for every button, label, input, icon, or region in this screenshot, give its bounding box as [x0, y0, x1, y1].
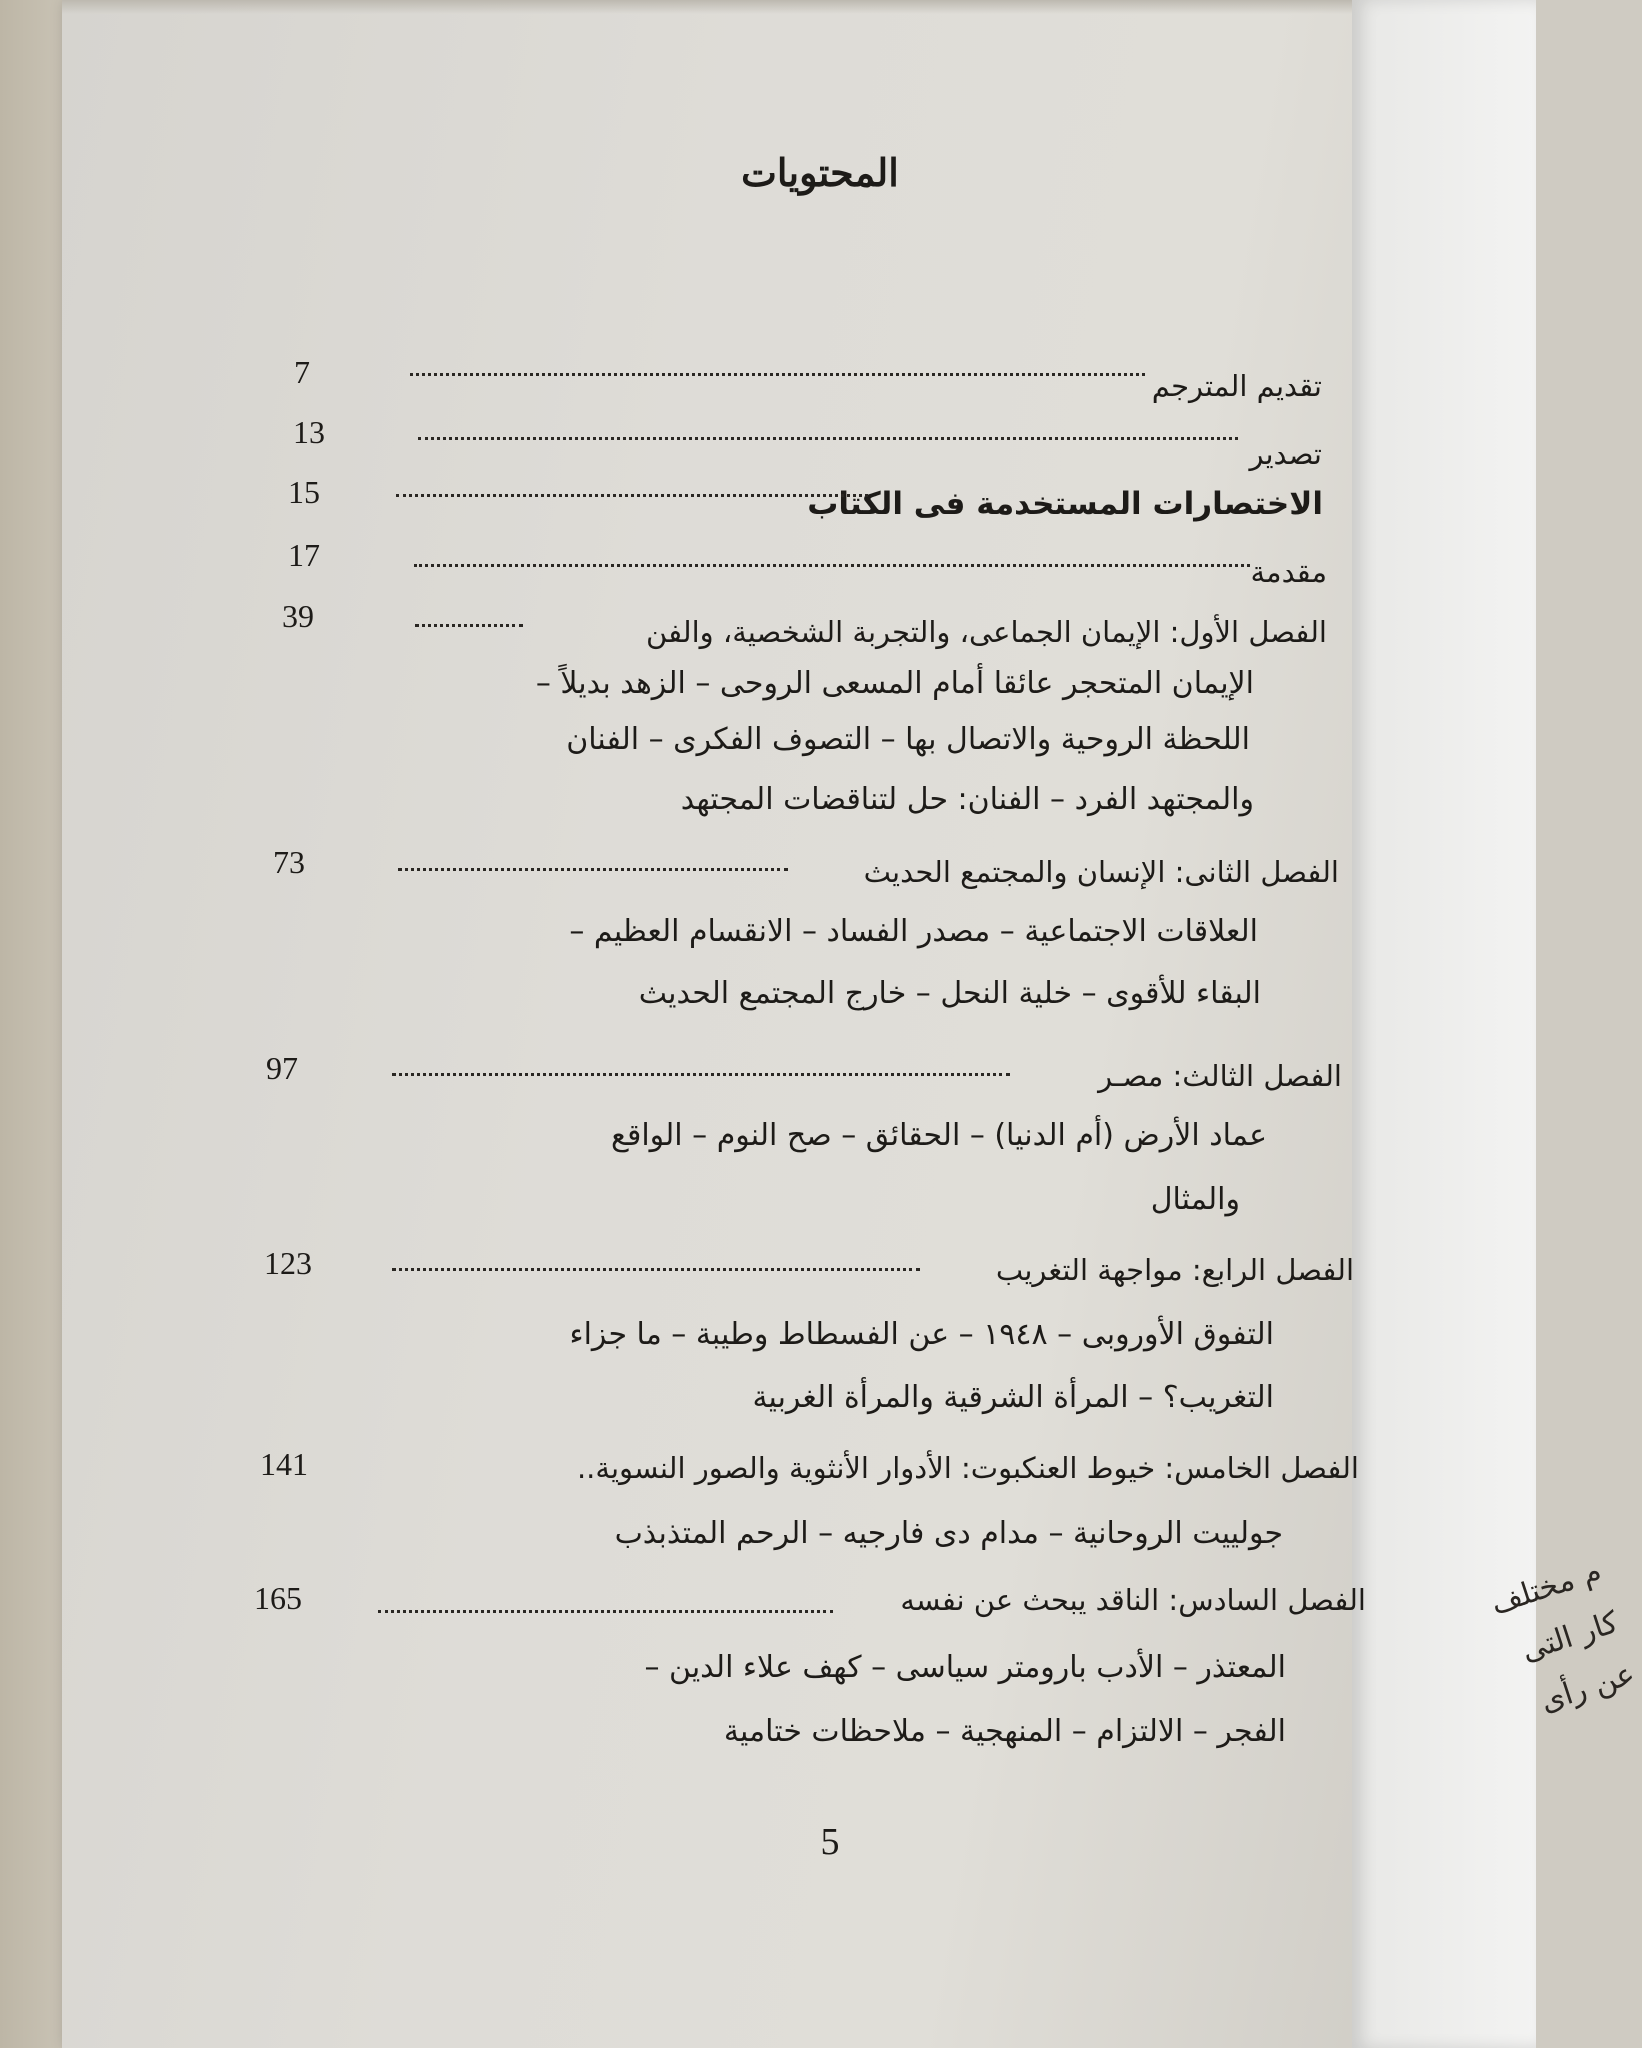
- toc-entry-title: الاختصارات المستخدمة فى الكتاب: [807, 486, 1323, 522]
- toc-page-number: 15: [288, 474, 320, 510]
- dot-leader: [396, 494, 868, 497]
- dot-leader: [410, 373, 1145, 376]
- toc-page-number: 17: [288, 537, 320, 573]
- toc-entry-subtopics: الفجر – الالتزام – المنهجية – ملاحظات ختامية: [723, 1714, 1286, 1749]
- toc-entry-subtopics: جولييت الروحانية – مدام دى فارجيه – الرحم المتذبذب: [614, 1516, 1283, 1551]
- toc-entry-title: الفصل الخامس: خيوط العنكبوت: الأدوار الأنثوية والصور النسوية..: [576, 1451, 1359, 1485]
- toc-page-number: 165: [254, 1580, 302, 1616]
- page-title: المحتويات: [741, 150, 899, 195]
- toc-entry-title: الفصل الرابع: مواجهة التغريب: [995, 1253, 1354, 1287]
- toc-entry-subtopics: العلاقات الاجتماعية – مصدر الفساد – الانقسام العظيم –: [569, 914, 1258, 949]
- toc-entry-title: الفصل الثانى: الإنسان والمجتمع الحديث: [863, 855, 1339, 889]
- page-folio-number: 5: [820, 1821, 840, 1863]
- toc-entry-title: الفصل السادس: الناقد يبحث عن نفسه: [900, 1583, 1366, 1617]
- toc-entry-title: تقديم المترجم: [1151, 369, 1322, 403]
- facing-page-text: [1411, 1545, 1642, 1758]
- dot-leader: [414, 564, 1250, 567]
- toc-entry-subtopics: والمجتهد الفرد – الفنان: حل لتناقضات المجتهد: [680, 782, 1254, 817]
- toc-entry-subtopics: اللحظة الروحية والاتصال بها – التصوف الفكرى – الفنان: [566, 722, 1250, 757]
- toc-entry-title: تصدير: [1249, 437, 1322, 471]
- toc-page-number: 141: [260, 1446, 308, 1482]
- toc-page-number: 39: [282, 598, 314, 634]
- dot-leader: [418, 437, 1238, 440]
- toc-entry-subtopics: التغريب؟ – المرأة الشرقية والمرأة الغربية: [752, 1380, 1274, 1415]
- toc-page-number: 73: [273, 844, 305, 880]
- toc-entry-title: مقدمة: [1250, 555, 1327, 589]
- page-top-edge: [62, 0, 1352, 14]
- facing-line: م مختلف: [1486, 1553, 1606, 1622]
- toc-entry-title: الفصل الثالث: مصـر: [1098, 1059, 1342, 1093]
- toc-entry-subtopics: الإيمان المتحجر عائقا أمام المسعى الروحى – الزهد بديلاً –: [535, 666, 1254, 701]
- toc-entry-subtopics: عماد الأرض (أم الدنيا) – الحقائق – صح النوم – الواقع: [611, 1118, 1267, 1153]
- dot-leader: [398, 868, 788, 871]
- toc-page-number: 13: [293, 414, 325, 450]
- dot-leader: [415, 624, 523, 627]
- dot-leader: [378, 1610, 833, 1613]
- toc-entry-subtopics: البقاء للأقوى – خلية النحل – خارج المجتمع الحديث: [638, 976, 1261, 1011]
- toc-page-number: 123: [264, 1245, 312, 1281]
- facing-line: كار التى: [1517, 1604, 1623, 1669]
- toc-entry-subtopics: المعتذر – الأدب بارومتر سياسى – كهف علاء الدين –: [644, 1650, 1286, 1685]
- facing-line: عن رأى: [1536, 1656, 1639, 1720]
- facing-page: [1352, 0, 1639, 2048]
- toc-entry-subtopics: التفوق الأوروبى – ١٩٤٨ – عن الفسطاط وطيبة – ما جزاء: [569, 1317, 1274, 1352]
- toc-entry-subtopics: والمثال: [1150, 1182, 1240, 1217]
- toc-page-number: 97: [266, 1050, 298, 1086]
- dot-leader: [392, 1268, 920, 1271]
- toc-page-number: 7: [294, 354, 310, 390]
- toc-entry-title: الفصل الأول: الإيمان الجماعى، والتجربة الشخصية، والفن: [646, 615, 1327, 649]
- dot-leader: [392, 1073, 1010, 1076]
